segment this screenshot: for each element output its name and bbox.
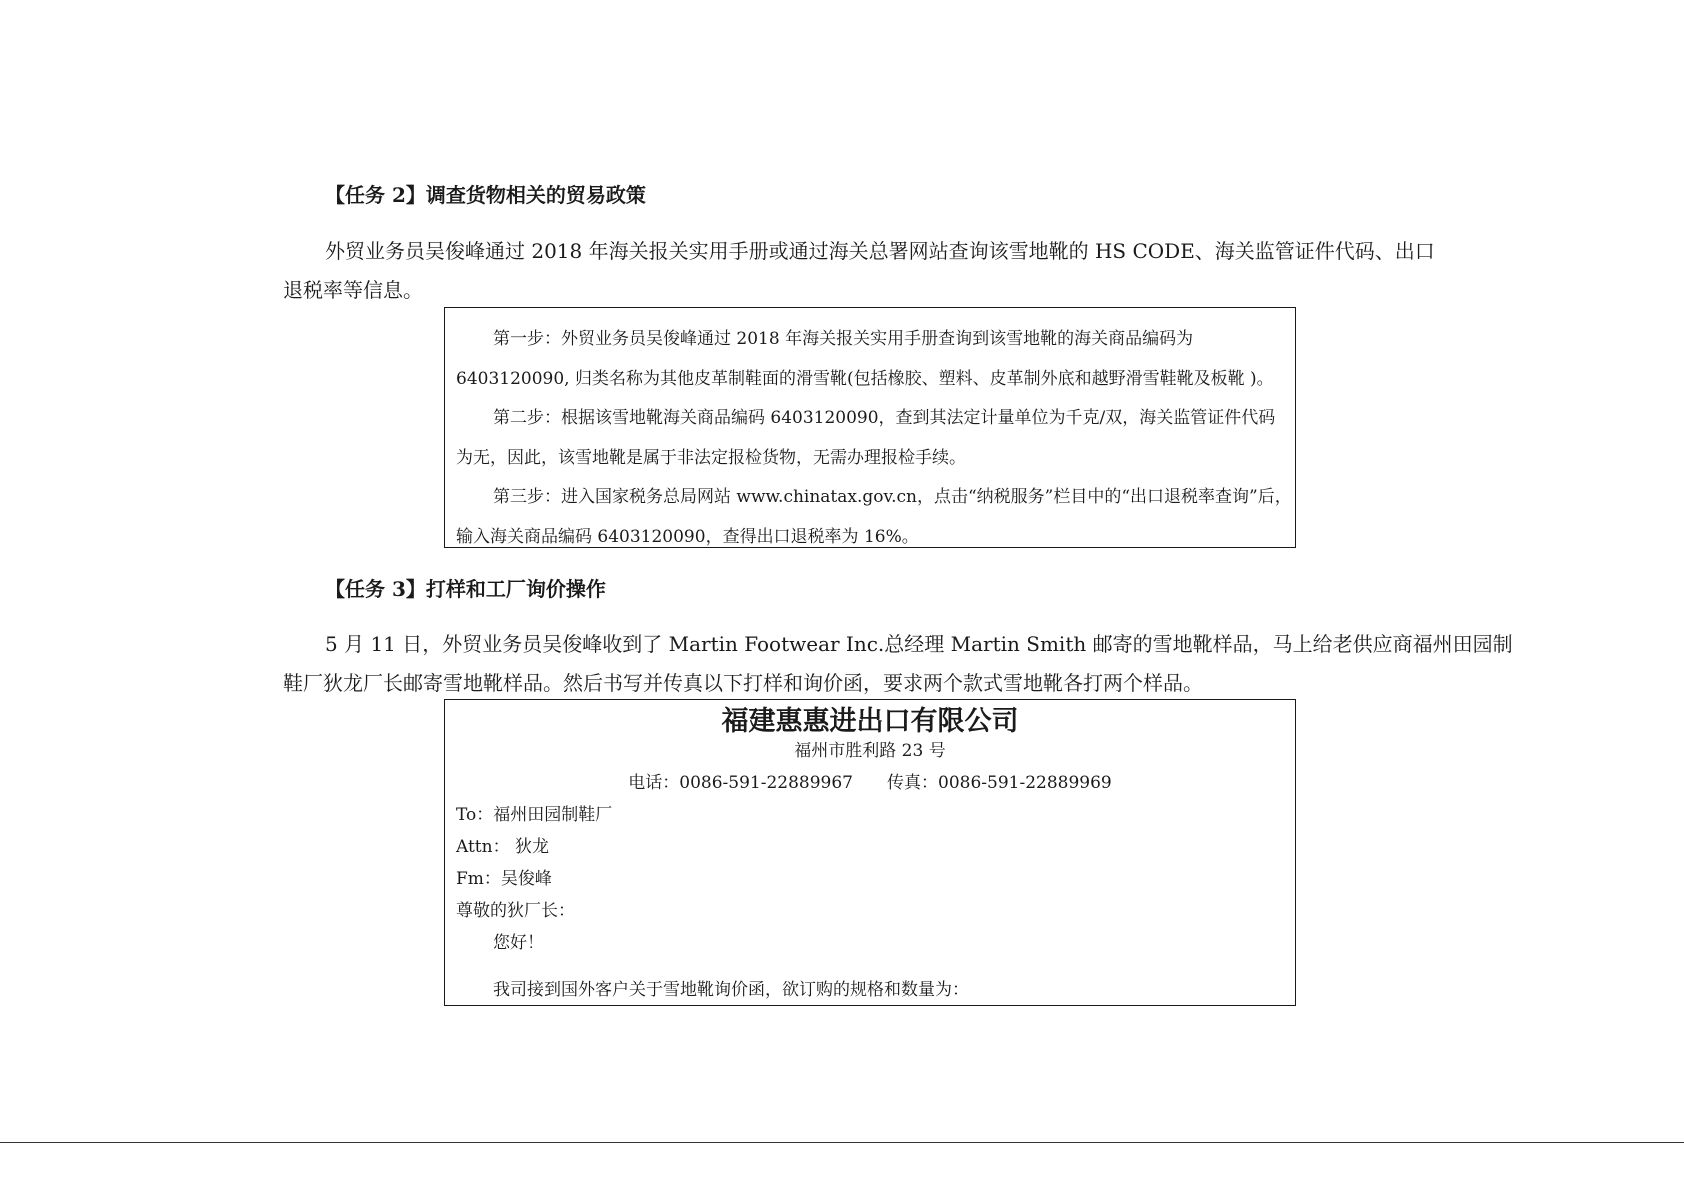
task3-heading: 【任务 3】打样和工厂询价操作 (325, 577, 606, 601)
task2-intro (283, 232, 1461, 310)
task2-steps-box (444, 307, 1296, 548)
task3-intro-line-2: 鞋厂狄龙厂长邮寄雪地靴样品。然后书写并传真以下打样和询价函，要求两个款式雪地靴各打两个样品。 (283, 671, 1203, 695)
step3-line-2: 输入海关商品编码 6403120090，查得出口退税率为 16%。 (456, 526, 919, 547)
fax-letter-box (444, 699, 1296, 1006)
step1-line-1: 第一步：外贸业务员吴俊峰通过 2018 年海关报关实用手册查询到该雪地靴的海关商品编码为 (493, 329, 1194, 349)
letter-address: 福州市胜利路 23 号 (794, 741, 946, 761)
letter-from: Fm：吴俊峰 (456, 869, 552, 889)
letter-contact-line (445, 772, 1295, 796)
letter-to: To：福州田园制鞋厂 (456, 805, 613, 825)
letter-company-name: 福建惠惠进出口有限公司 (721, 706, 1019, 737)
letter-greeting: 您好！ (493, 933, 544, 953)
task3-intro-line-1: 5 月 11 日，外贸业务员吴俊峰收到了 Martin Footwear Inc.总经理 Martin Smith 邮寄的雪地靴样品，马上给老供应商福州田园制 (325, 632, 1513, 656)
letter-fax: 传真：0086-591-22889969 (887, 773, 1112, 793)
step2-line-2: 为无，因此，该雪地靴是属于非法定报检货物，无需办理报检手续。 (456, 447, 966, 468)
step1-line-2: 6403120090, 归类名称为其他皮革制鞋面的滑雪靴(包括橡胶、塑料、皮革制外底和越野滑雪鞋靴及板靴 )。 (456, 368, 1274, 389)
footer-divider (0, 1142, 1684, 1143)
letter-phone: 电话：0086-591-22889967 (628, 773, 853, 793)
task2-heading: 【任务 2】调查货物相关的贸易政策 (325, 183, 646, 207)
letter-attn: Attn： 狄龙 (456, 837, 549, 857)
step2-line-1: 第二步：根据该雪地靴海关商品编码 6403120090，查到其法定计量单位为千克/双，海关监管证件代码 (493, 408, 1276, 428)
letter-salutation: 尊敬的狄厂长： (456, 901, 575, 921)
task3-intro (283, 625, 1513, 703)
letter-body: 我司接到国外客户关于雪地靴询价函，欲订购的规格和数量为： (493, 980, 969, 1000)
step3-line-1: 第三步：进入国家税务总局网站 www.chinatax.gov.cn，点击“纳税服务”栏目中的“出口退税率查询”后， (493, 487, 1292, 507)
task2-intro-line-2: 退税率等信息。 (283, 278, 423, 302)
task2-intro-line-1: 外贸业务员吴俊峰通过 2018 年海关报关实用手册或通过海关总署网站查询该雪地靴的 HS CODE、海关监管证件代码、出口 (325, 239, 1435, 263)
